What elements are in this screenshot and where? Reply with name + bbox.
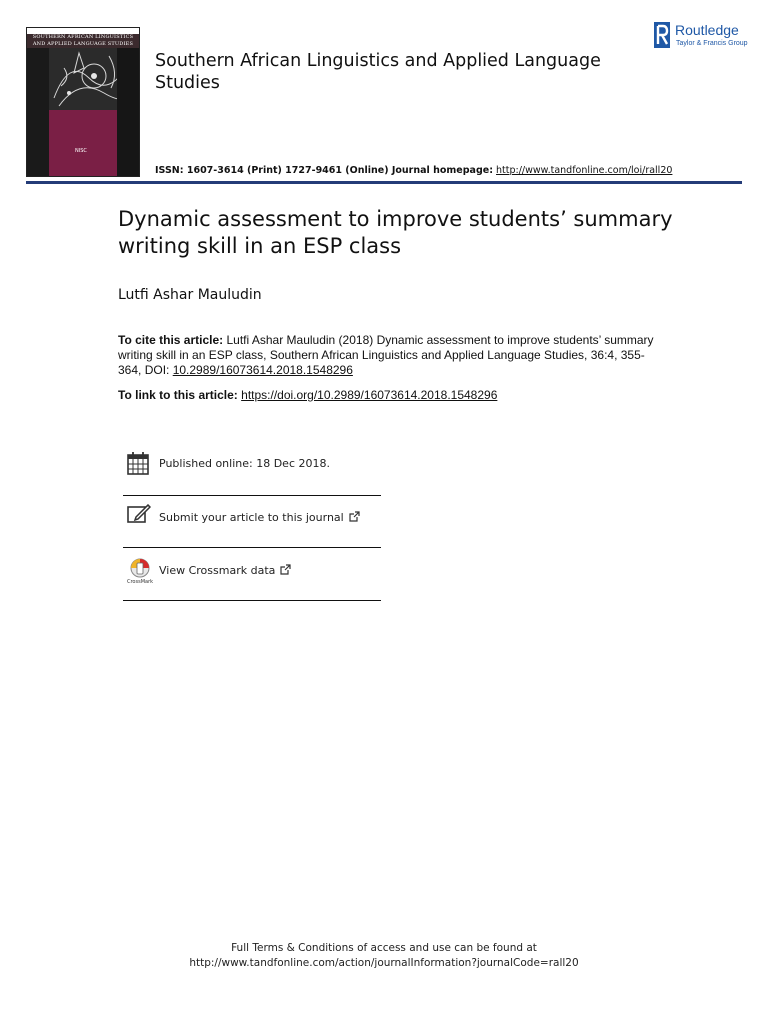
info-divider-3: [123, 600, 381, 601]
issn-label: ISSN: 1607-3614 (Print) 1727-9461 (Online) Journal homepage:: [155, 165, 493, 176]
calendar-icon: [127, 451, 149, 475]
terms-text: Full Terms & Conditions of access and use can be found at: [231, 942, 537, 954]
crossmark-icon: [127, 558, 153, 584]
routledge-r-icon: [654, 22, 670, 48]
external-link-icon: [280, 564, 291, 575]
article-title: Dynamic assessment to improve students’ summary writing skill in an ESP class: [118, 207, 673, 258]
view-crossmark-link[interactable]: View Crossmark data: [159, 564, 276, 577]
header-divider: [26, 181, 742, 184]
citation-doi-link[interactable]: 10.2989/16073614.2018.1548296: [172, 363, 353, 377]
citation-label: To cite this article:: [118, 333, 224, 347]
journal-title: Southern African Linguistics and Applied Language Studies: [155, 51, 601, 93]
link-label: To link to this article:: [118, 388, 238, 402]
publisher-subname: Taylor & Francis Group: [676, 40, 748, 47]
submit-article-link[interactable]: Submit your article to this journal: [159, 511, 344, 524]
submit-article-row[interactable]: [123, 500, 381, 540]
terms-footer: [0, 941, 768, 971]
crossmark-logo-text: CrossMark: [127, 579, 153, 584]
citation-text: Lutfi Ashar Mauludin (2018) Dynamic assessment to improve students’ summary writing skill in an ESP class, Southern African Linguistics and Applied Language Studies, 36:4, 355-364, DOI:: [118, 333, 654, 377]
routledge-logo: [654, 22, 746, 50]
article-author: Lutfi Ashar Mauludin: [118, 287, 262, 303]
info-divider-2: [123, 547, 381, 548]
edit-icon: [127, 504, 151, 524]
article-link-line: [118, 388, 497, 402]
published-online-row: [123, 448, 381, 478]
journal-homepage-link[interactable]: http://www.tandfonline.com/loi/rall20: [496, 165, 673, 176]
info-divider-1: [123, 495, 381, 496]
article-doi-url-link[interactable]: https://doi.org/10.2989/16073614.2018.1548296: [241, 388, 498, 402]
external-link-icon: [349, 511, 360, 522]
published-online-text: Published online: 18 Dec 2018.: [159, 457, 330, 470]
cover-title-band: SOUTHERN AFRICAN LINGUISTICS AND APPLIED LANGUAGE STUDIES: [27, 34, 139, 48]
publisher-name: Routledge: [675, 22, 739, 38]
issn-line: [155, 165, 672, 176]
journal-cover-image: [26, 27, 140, 177]
terms-url[interactable]: http://www.tandfonline.com/action/journalInformation?journalCode=rall20: [189, 957, 579, 969]
cover-nisc-logo: NISC: [75, 148, 87, 154]
crossmark-row[interactable]: [123, 552, 381, 592]
citation-block: [118, 333, 663, 378]
